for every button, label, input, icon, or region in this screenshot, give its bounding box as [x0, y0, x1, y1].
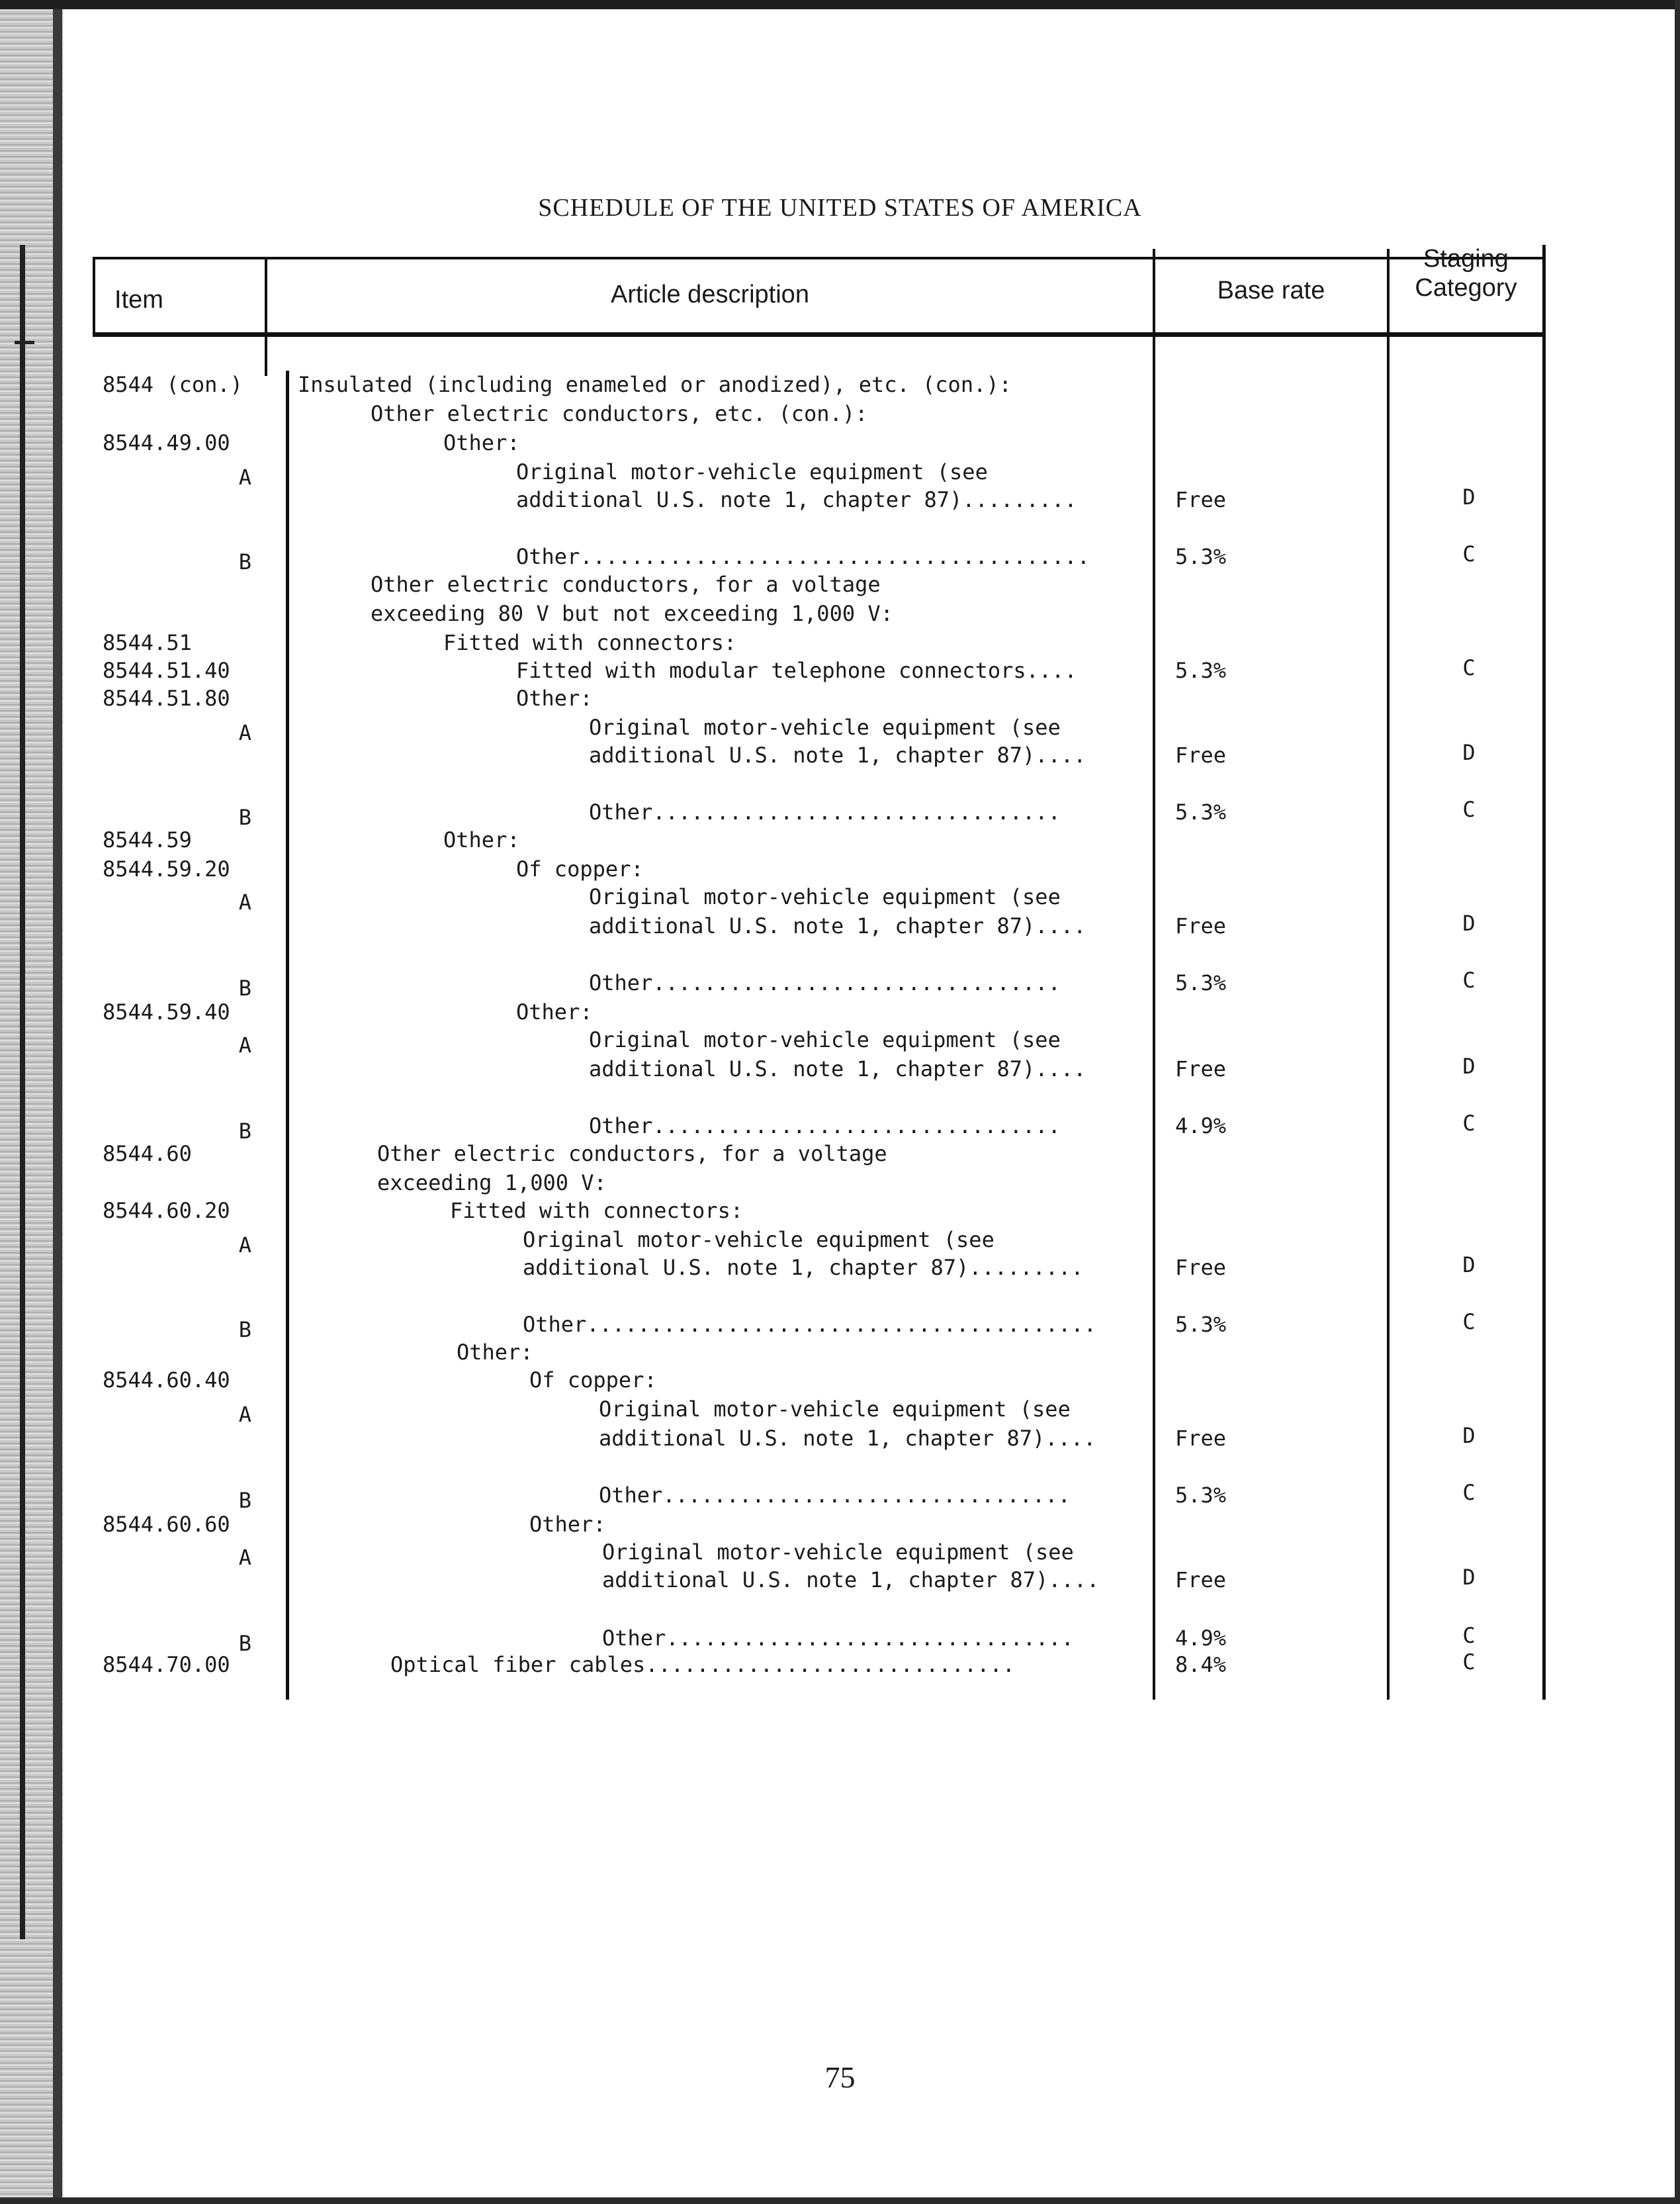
table-base-rate: Free — [1175, 1056, 1227, 1081]
table-staging-category: C — [1462, 655, 1476, 680]
header-staging-line2: Category — [1415, 274, 1517, 302]
table-article-description: additional U.S. note 1, chapter 87).... — [599, 1426, 1096, 1451]
table-staging-category: C — [1462, 541, 1476, 567]
table-article-description: Optical fiber cables............................. — [390, 1652, 1016, 1677]
table-article-description: Other................................ — [602, 1626, 1074, 1651]
table-base-rate: 5.3% — [1175, 1312, 1227, 1337]
table-article-description: Original motor-vehicle equipment (see — [589, 884, 1061, 909]
table-article-description: Other electric conductors, etc. (con.): — [371, 401, 868, 426]
scan-binding-edge — [53, 0, 62, 2204]
table-article-description: Of copper: — [529, 1367, 657, 1393]
table-base-rate: 4.9% — [1175, 1113, 1227, 1138]
table-item-code: 8544.60.40 — [103, 1367, 230, 1393]
table-item-subcode: A — [238, 465, 251, 490]
table-staging-category: C — [1462, 1649, 1476, 1675]
table-article-description: Other................................ — [589, 970, 1061, 995]
table-article-description: Other: — [443, 430, 520, 455]
table-article-description: Other electric conductors, for a voltage — [377, 1141, 887, 1166]
table-article-description: Other: — [443, 827, 520, 852]
page-number: 75 — [824, 2060, 856, 2094]
table-article-description: exceeding 80 V but not exceeding 1,000 V: — [371, 601, 893, 626]
scan-edge-bottom — [0, 2197, 1680, 2204]
table-base-rate: Free — [1175, 1567, 1227, 1592]
table-item-subcode: B — [238, 1317, 251, 1342]
table-article-description: Original motor-vehicle equipment (see — [589, 1027, 1061, 1052]
table-staging-category: D — [1462, 1054, 1476, 1079]
table-item-subcode: A — [238, 890, 251, 915]
table-item-code: 8544.51.40 — [103, 658, 230, 683]
table-article-description: exceeding 1,000 V: — [377, 1170, 607, 1195]
table-staging-category: D — [1462, 484, 1476, 510]
table-item-code: 8544.60.20 — [103, 1198, 230, 1223]
table-article-description: Other................................ — [589, 1113, 1061, 1138]
table-item-code: 8544.60.60 — [103, 1512, 230, 1537]
table-base-rate: 5.3% — [1175, 800, 1227, 825]
table-staging-category: C — [1462, 1623, 1476, 1648]
table-article-description: Original motor-vehicle equipment (see — [523, 1227, 995, 1252]
table-article-description: Other: — [516, 999, 593, 1025]
table-item-subcode: A — [238, 720, 251, 745]
column-divider-description — [1153, 249, 1155, 1700]
table-staging-category: C — [1462, 1309, 1476, 1334]
table-item-subcode: B — [238, 1119, 251, 1144]
scan-edge-top — [0, 0, 1680, 9]
document-title: SCHEDULE OF THE UNITED STATES OF AMERICA — [538, 194, 1142, 222]
table-staging-category: C — [1462, 797, 1476, 822]
table-item-subcode: B — [238, 1631, 251, 1656]
table-article-description: Original motor-vehicle equipment (see — [516, 459, 988, 484]
table-item-subcode: A — [238, 1402, 251, 1427]
table-article-description: Other: — [457, 1340, 533, 1365]
column-divider-base-rate — [1387, 249, 1390, 1700]
table-item-subcode: B — [238, 1488, 251, 1513]
margin-rule-stub — [15, 341, 34, 344]
table-right-rule — [1542, 245, 1546, 1700]
header-item: Item — [114, 286, 163, 314]
header-staging-line1: Staging — [1423, 245, 1509, 273]
scan-edge-right — [1675, 0, 1680, 2204]
table-item-code: 8544.49.00 — [103, 430, 230, 455]
table-item-subcode: B — [238, 976, 251, 1001]
table-staging-category: C — [1462, 1111, 1476, 1136]
header-bottom-rule — [93, 332, 1545, 337]
table-article-description: Other electric conductors, for a voltage — [371, 572, 881, 597]
table-base-rate: 5.3% — [1175, 1483, 1227, 1508]
table-base-rate: Free — [1175, 1426, 1227, 1451]
table-article-description: additional U.S. note 1, chapter 87).... — [602, 1567, 1100, 1592]
table-base-rate: Free — [1175, 913, 1227, 939]
table-article-description: additional U.S. note 1, chapter 87).... — [589, 1056, 1086, 1081]
column-divider-item — [265, 257, 267, 376]
table-item-subcode: A — [238, 1545, 251, 1570]
table-item-code: 8544.51 — [103, 630, 192, 655]
table-base-rate: 5.3% — [1175, 544, 1227, 569]
table-article-description: Fitted with modular telephone connectors.... — [516, 658, 1077, 683]
table-item-subcode: B — [238, 805, 251, 830]
header-article-description: Article description — [611, 281, 809, 308]
table-article-description: Of copper: — [516, 856, 644, 882]
table-item-code: 8544 (con.) — [103, 372, 243, 397]
table-staging-category: D — [1462, 740, 1476, 765]
table-staging-category: C — [1462, 968, 1476, 993]
table-item-code: 8544.59.40 — [103, 999, 230, 1025]
table-article-description: Other........................................ — [516, 544, 1090, 569]
table-article-description: additional U.S. note 1, chapter 87).... — [589, 743, 1086, 768]
table-article-description: Original motor-vehicle equipment (see — [602, 1539, 1074, 1565]
table-item-code: 8544.59.20 — [103, 856, 230, 882]
table-base-rate: 5.3% — [1175, 658, 1227, 683]
table-staging-category: C — [1462, 1480, 1476, 1505]
table-article-description: additional U.S. note 1, chapter 87)......... — [523, 1255, 1084, 1280]
table-top-rule — [93, 257, 1545, 259]
table-staging-category: D — [1462, 911, 1476, 936]
table-left-rule — [93, 257, 95, 335]
table-item-code: 8544.51.80 — [103, 686, 230, 711]
table-article-description: Other........................................ — [523, 1312, 1096, 1337]
table-item-subcode: A — [238, 1033, 251, 1058]
table-article-description: Other: — [529, 1512, 606, 1537]
table-staging-category: D — [1462, 1565, 1476, 1590]
table-article-description: Fitted with connectors: — [443, 630, 737, 655]
table-article-description: Fitted with connectors: — [450, 1198, 744, 1223]
table-base-rate: Free — [1175, 1255, 1227, 1280]
table-base-rate: Free — [1175, 743, 1227, 768]
table-item-code: 8544.60 — [103, 1141, 192, 1166]
table-article-description: additional U.S. note 1, chapter 87)......... — [516, 487, 1077, 512]
column-divider-item-lower — [286, 371, 289, 1700]
table-base-rate: 4.9% — [1175, 1626, 1227, 1651]
table-base-rate: Free — [1175, 487, 1227, 512]
table-article-description: Original motor-vehicle equipment (see — [589, 715, 1061, 740]
table-item-subcode: A — [238, 1232, 251, 1258]
table-article-description: Insulated (including enameled or anodized), etc. (con.): — [298, 372, 1012, 397]
table-article-description: additional U.S. note 1, chapter 87).... — [589, 913, 1086, 939]
margin-rule — [20, 245, 25, 1939]
table-item-subcode: B — [238, 549, 251, 574]
table-article-description: Other................................ — [589, 800, 1061, 825]
table-item-code: 8544.70.00 — [103, 1652, 230, 1677]
table-article-description: Other: — [516, 686, 593, 711]
table-staging-category: D — [1462, 1423, 1476, 1448]
table-base-rate: 8.4% — [1175, 1652, 1227, 1677]
table-article-description: Original motor-vehicle equipment (see — [599, 1397, 1071, 1422]
header-base-rate: Base rate — [1217, 277, 1325, 304]
table-staging-category: D — [1462, 1252, 1476, 1277]
table-base-rate: 5.3% — [1175, 970, 1227, 995]
table-article-description: Other................................ — [599, 1483, 1071, 1508]
table-item-code: 8544.59 — [103, 827, 192, 852]
